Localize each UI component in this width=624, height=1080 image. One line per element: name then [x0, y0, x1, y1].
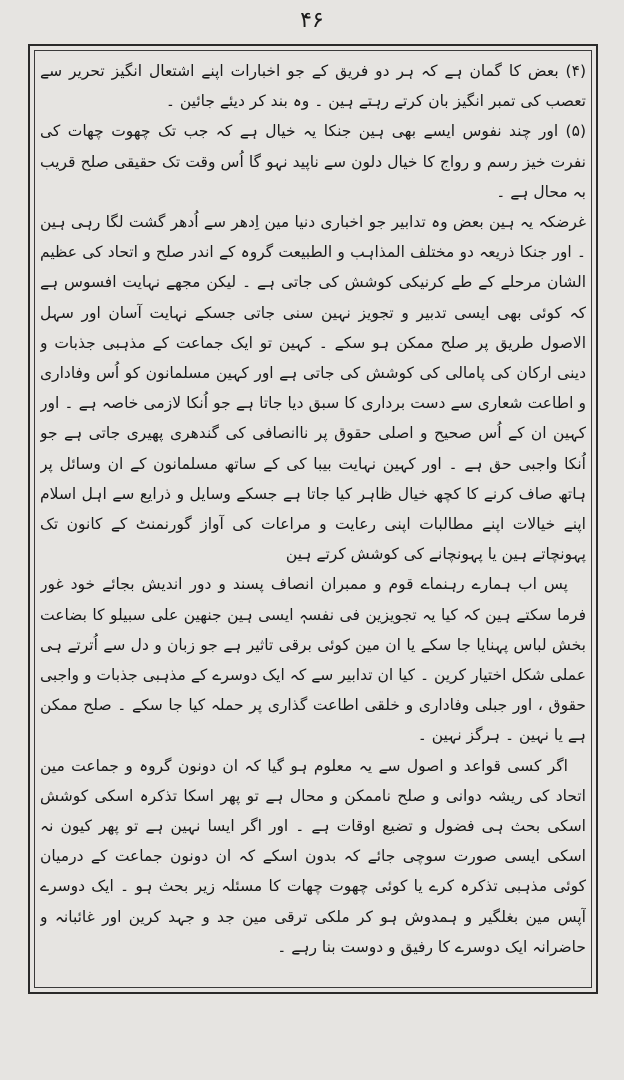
page-number: ۴۶ — [300, 8, 324, 33]
paragraph-tadabir: غرضکہ یہ ہین بعض وہ تدابیر جو اخباری دنیا مین اِدھر سے اُدھر گشت لگا رہی ہین ۔ اور جنکا ذریعہ دو مختلف المذاہب و الطبیعت گروہ کے اندر صلح و اتحاد کی عظیم الشان مرحلے کے طے کرنیکی کوشش کی جاتی ہے ۔ لیکن مجھے نہایت افسوس ہے کہ کوئی بھی ایسی تدبیر و تجویز نہین سنی جاتی جسکے نہایت آسان اور سہل الاصول طریق پر صلح ممکن ہو سکے ۔ کہین تو ایک جماعت کے مذہبی جذبات و دینی ارکان کی پامالی کی کوشش کی جاتی ہے اور کہین مسلمانون کو اُس وفاداری و اطاعت شعاری سے دست برداری کا سبق دیا جاتا ہے جو اُنکا لازمی خاصہ ہے ۔ اور کہین ان کے اُس صحیح و اصلی حقوق پر ناانصافی کی گندھری پھیری جاتی ہے جو اُنکا واجبی حق ہے ۔ اور کہین نہایت بیبا کی کے ساتھ مسلمانون کے ان وسائل پر ہاتھ صاف کرنے کا کچھ خیال ظاہر کیا جاتا ہے جسکے وسایل و ذرایع سے اہل اسلام اپنے خیالات اپنے مطالبات اپنی رعایت و مراعات کی آواز گورنمنٹ کے کانون تک پہونچاتے ہین یا پہونچانے کی کوشش کرتے ہین — [40, 213, 586, 564]
paragraph-qawaid: اگر کسی قواعد و اصول سے یہ معلوم ہو گیا کہ ان دونون گروہ و جماعت مین اتحاد کی ریشہ دوانی و صلح ناممکن و محال ہے تو پھر اسکا تذکرہ اسکی کوشش اسکی بحث ہی فضول و تضیع اوقات ہے ۔ اور اگر ایسا نہین ہے تو پھر کیون نہ اسکی ایسی صورت سوچی جائے کہ بدون اسکے کہ ان دونون جماعت کے درمیان کوئی مذہبی تذکرہ کرے یا کوئی چھوت چھات کا مسئلہ زیر بحث ہو ۔ ایک دوسرے آپس مین بغلگیر و ہمدوش ہو کر ملکی ترقی مین جد و جہد کرین اور غائبانہ و حاضرانہ ایک دوسرے کا رفیق و دوست بنا رہے ۔ — [40, 756, 586, 956]
paragraph-rahnuma: پس اب ہمارے رہنماے قوم و ممبران انصاف پسند و دور اندیش بجائے خود غور فرما سکتے ہین کہ کیا یہ تجویزین فی نفسہٖ ایسی ہین جنھین علی سبیلو کا بضاعت بخش لباس پہنایا جا سکے یا ان مین کوئی برقی تاثیر ہے جو زبان و دل سے اُترتے ہی عملی شکل اختیار کرین ۔ کیا ان تدابیر سے کہ ایک دوسرے کے مذہبی جذبات و واجبی حقوق ، اور جبلی وفاداری و خلقی اطاعت گذاری پر حملہ کیا جا سکے ۔ صلح ممکن ہے یا نہین ۔ ہرگز نہین ۔ — [40, 575, 586, 745]
body-text — [40, 56, 586, 982]
paragraph-5: (۵) اور چند نفوس ایسے بھی ہین جنکا یہ خیال ہے کہ جب تک چھوت چھات کی نفرت خیز رسم و رواج کا خیال دلون سے ناپید نہو گا اُس وقت تک حقیقی صلح قریب بہ محال ہے ۔ — [40, 122, 586, 201]
paragraph-4: (۴) بعض کا گمان ہے کہ ہر دو فریق کے جو اخبارات اپنے اشتعال انگیز تحریر سے تعصب کی تمبر انگیز بان کرتے رہتے ہین ۔ وہ بند کر دیئے جائین ۔ — [40, 62, 586, 111]
